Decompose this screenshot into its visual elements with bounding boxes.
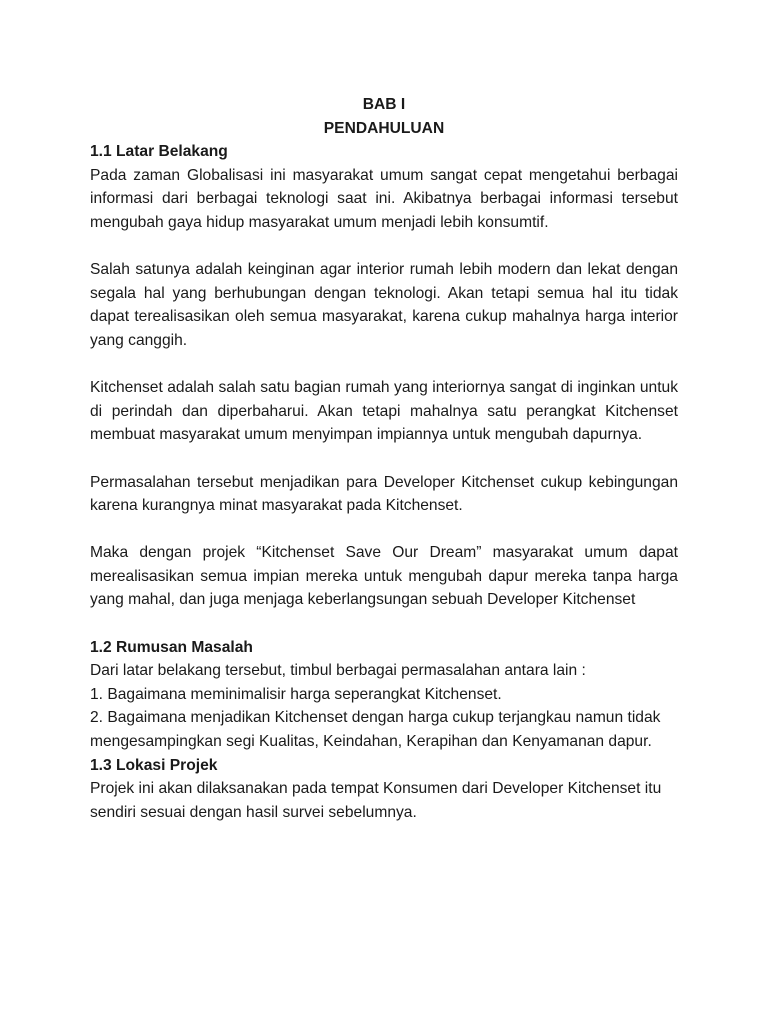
section-heading-lokasi-projek: 1.3 Lokasi Projek [90,756,218,774]
chapter-label: BAB I [362,96,406,113]
paragraph: Projek ini akan dilaksanakan pada tempat Konsumen dari Developer Kitchenset itu sendiri sesuai dengan hasil survei sebelumnya. [90,780,662,821]
section-heading-rumusan-masalah: 1.2 Rumusan Masalah [90,638,253,656]
paragraph: Dari latar belakang tersebut, timbul berbagai permasalahan antara lain : [90,662,586,680]
chapter-title: PENDAHULUAN [323,119,445,137]
paragraph: Pada zaman Globalisasi ini masyarakat umum sangat cepat mengetahui berbagai informasi dari berbagai teknologi saat ini. Akibatnya berbagai informasi tersebut mengubah gaya hidup masyarakat umum menjadi lebih konsumtif. [90,166,678,231]
list-item: 1. Bagaimana meminimalisir harga seperangkat Kitchenset. [90,685,502,703]
section-heading-latar-belakang: 1.1 Latar Belakang [90,143,228,161]
paragraph: Permasalahan tersebut menjadikan para Developer Kitchenset cukup kebingungan karena kurangnya minat masyarakat pada Kitchenset. [90,473,678,515]
list-item: 2. Bagaimana menjadikan Kitchenset dengan harga cukup terjangkau namun tidak mengesampingkan segi Kualitas, Keindahan, Kerapihan dan Kenyamanan dapur. [90,709,661,751]
paragraph: Kitchenset adalah salah satu bagian rumah yang interiornya sangat di inginkan untuk di perindah dan diperbaharui. Akan tetapi mahalnya satu perangkat Kitchenset membuat masyarakat umum menyimpan impiannya untuk mengubah dapurnya. [90,379,678,444]
paragraph: Maka dengan projek “Kitchenset Save Our Dream” masyarakat umum dapat merealisasikan semua impian mereka untuk mengubah dapur mereka tanpa harga yang mahal, dan juga menjaga keberlangsungan sebuah Developer Kitchenset [90,544,678,609]
paragraph: Salah satunya adalah keinginan agar interior rumah lebih modern dan lekat dengan segala hal yang berhubungan dengan teknologi. Akan tetapi semua hal itu tidak dapat terealisasikan oleh semua masyarakat, karena cukup mahalnya harga interior yang canggih. [90,261,678,349]
